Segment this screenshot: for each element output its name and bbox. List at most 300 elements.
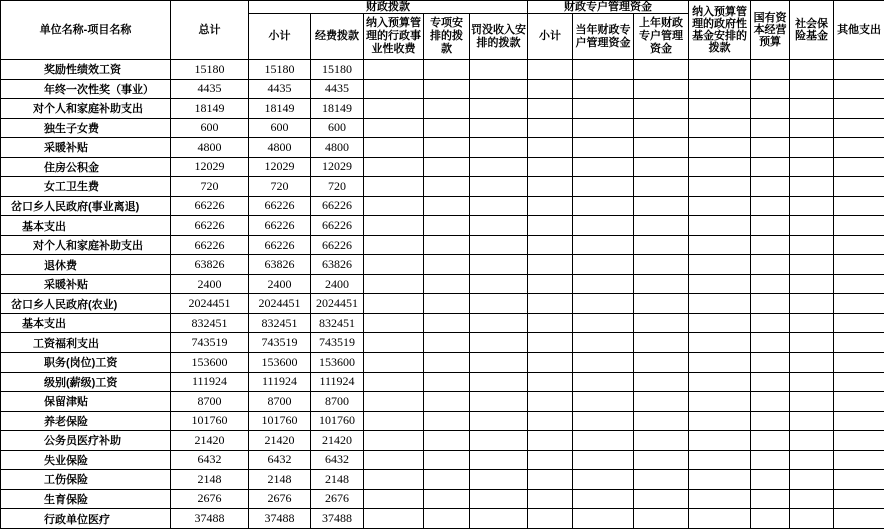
row-value: [470, 274, 528, 294]
row-value: [751, 255, 790, 275]
row-value: 153600: [171, 352, 249, 372]
row-value: 18149: [311, 99, 364, 119]
row-value: 2400: [171, 274, 249, 294]
table-row: [1, 255, 884, 275]
row-value: [689, 196, 751, 216]
row-value: [364, 255, 424, 275]
row-value: [470, 79, 528, 99]
row-value: [634, 177, 689, 197]
row-value: [834, 99, 884, 119]
row-value: [364, 118, 424, 138]
row-label: 保留津贴: [1, 392, 171, 412]
row-value: [470, 509, 528, 529]
row-value: 37488: [311, 509, 364, 529]
row-value: [790, 235, 834, 255]
row-value: [364, 157, 424, 177]
row-value: [424, 235, 470, 255]
row-value: [790, 274, 834, 294]
row-label: 年终一次性奖（事业）: [1, 79, 171, 99]
row-value: [364, 450, 424, 470]
row-value: [751, 177, 790, 197]
row-value: [689, 509, 751, 529]
row-value: 8700: [311, 392, 364, 412]
row-value: 720: [171, 177, 249, 197]
header-group-row: [1, 1, 884, 14]
row-value: [424, 79, 470, 99]
row-value: [364, 60, 424, 80]
row-value: [790, 431, 834, 451]
col-header-state-capital-budget: 国有资本经营预算: [751, 1, 790, 60]
table-row: [1, 489, 884, 509]
row-value: [528, 79, 573, 99]
row-value: [528, 392, 573, 412]
row-value: [573, 255, 634, 275]
row-value: [790, 99, 834, 119]
row-label: 基本支出: [1, 216, 171, 236]
row-value: [528, 509, 573, 529]
row-value: [424, 157, 470, 177]
row-value: 2148: [249, 470, 311, 490]
row-value: [634, 99, 689, 119]
row-value: [790, 411, 834, 431]
row-value: [834, 372, 884, 392]
row-value: [834, 157, 884, 177]
row-value: [834, 431, 884, 451]
row-value: 4800: [171, 138, 249, 158]
row-value: [528, 235, 573, 255]
table-row: [1, 313, 884, 333]
table-row: [1, 157, 884, 177]
row-value: [528, 372, 573, 392]
row-value: [573, 118, 634, 138]
row-value: [790, 333, 834, 353]
row-value: [573, 372, 634, 392]
row-value: [573, 157, 634, 177]
row-value: 153600: [249, 352, 311, 372]
row-value: [528, 118, 573, 138]
row-value: [790, 352, 834, 372]
row-value: [573, 333, 634, 353]
row-value: [689, 411, 751, 431]
row-value: [424, 313, 470, 333]
row-value: [790, 255, 834, 275]
row-value: [634, 255, 689, 275]
row-value: [573, 450, 634, 470]
row-value: [834, 294, 884, 314]
row-value: [424, 138, 470, 158]
row-value: [424, 255, 470, 275]
row-value: 21420: [171, 431, 249, 451]
row-value: [470, 216, 528, 236]
row-value: [751, 157, 790, 177]
row-value: [689, 294, 751, 314]
row-value: 66226: [311, 216, 364, 236]
row-value: [834, 255, 884, 275]
row-value: [364, 489, 424, 509]
row-value: [834, 60, 884, 80]
row-value: [689, 431, 751, 451]
row-value: [573, 489, 634, 509]
row-value: [528, 450, 573, 470]
row-value: 832451: [311, 313, 364, 333]
row-label: 独生子女费: [1, 118, 171, 138]
row-value: [528, 157, 573, 177]
row-label: 行政单位医疗: [1, 509, 171, 529]
row-value: [751, 60, 790, 80]
row-value: 743519: [311, 333, 364, 353]
row-value: [790, 196, 834, 216]
row-value: 66226: [171, 196, 249, 216]
row-value: [634, 352, 689, 372]
row-value: [689, 372, 751, 392]
row-value: [573, 235, 634, 255]
col-header-unit-project: 单位名称-项目名称: [1, 1, 171, 60]
row-value: [689, 255, 751, 275]
row-value: [634, 118, 689, 138]
row-value: [751, 431, 790, 451]
row-value: 37488: [249, 509, 311, 529]
table-body: [1, 60, 884, 529]
row-value: [364, 470, 424, 490]
table-row: [1, 509, 884, 529]
row-value: 153600: [311, 352, 364, 372]
row-value: [528, 138, 573, 158]
row-value: [424, 294, 470, 314]
row-value: 2400: [249, 274, 311, 294]
row-value: [751, 99, 790, 119]
row-value: [528, 255, 573, 275]
row-value: 66226: [249, 196, 311, 216]
row-value: [424, 509, 470, 529]
row-value: [470, 352, 528, 372]
row-value: [528, 99, 573, 119]
row-label: 对个人和家庭补助支出: [1, 99, 171, 119]
row-value: [364, 352, 424, 372]
row-value: [528, 60, 573, 80]
row-value: [424, 489, 470, 509]
row-value: [470, 118, 528, 138]
row-value: [790, 216, 834, 236]
row-value: [573, 411, 634, 431]
col-group-fiscal-appropriation: 财政拨款: [249, 1, 528, 14]
table-row: [1, 235, 884, 255]
row-value: 2148: [311, 470, 364, 490]
table-row: [1, 79, 884, 99]
row-value: [834, 313, 884, 333]
row-value: [364, 216, 424, 236]
row-value: [470, 392, 528, 412]
row-label: 养老保险: [1, 411, 171, 431]
row-label: 基本支出: [1, 313, 171, 333]
row-value: 21420: [311, 431, 364, 451]
row-value: [528, 333, 573, 353]
row-label: 生育保险: [1, 489, 171, 509]
row-value: [364, 274, 424, 294]
row-value: 63826: [249, 255, 311, 275]
row-value: 743519: [249, 333, 311, 353]
row-value: [790, 79, 834, 99]
row-label: 失业保险: [1, 450, 171, 470]
row-value: 2148: [171, 470, 249, 490]
row-value: [751, 392, 790, 412]
row-value: [834, 274, 884, 294]
row-value: [424, 216, 470, 236]
row-value: [364, 333, 424, 353]
row-value: [634, 138, 689, 158]
col-header-penalty-income: 罚没收入安排的拨款: [470, 14, 528, 60]
row-value: 8700: [171, 392, 249, 412]
row-value: [364, 196, 424, 216]
row-value: 6432: [249, 450, 311, 470]
row-value: [528, 216, 573, 236]
col-header-fiscal-subtotal: 小计: [249, 14, 311, 60]
row-value: [689, 470, 751, 490]
row-value: 720: [311, 177, 364, 197]
table-row: [1, 411, 884, 431]
row-value: [751, 450, 790, 470]
row-value: 111924: [171, 372, 249, 392]
row-value: [751, 118, 790, 138]
table-row: [1, 372, 884, 392]
row-value: 111924: [311, 372, 364, 392]
row-value: 66226: [249, 216, 311, 236]
col-header-sa-previous-year: 上年财政专户管理资金: [634, 14, 689, 60]
row-value: [689, 392, 751, 412]
row-value: [364, 138, 424, 158]
row-value: [834, 235, 884, 255]
row-value: [634, 274, 689, 294]
row-value: [834, 411, 884, 431]
row-label: 采暖补贴: [1, 274, 171, 294]
row-value: 66226: [249, 235, 311, 255]
col-header-other-expenditure: 其他支出: [834, 1, 884, 60]
row-value: [751, 235, 790, 255]
row-label: 岔口乡人民政府(事业离退): [1, 196, 171, 216]
row-value: [834, 450, 884, 470]
row-value: [834, 392, 884, 412]
row-value: [470, 60, 528, 80]
row-value: [528, 313, 573, 333]
row-value: [364, 177, 424, 197]
row-value: [689, 118, 751, 138]
row-value: [424, 196, 470, 216]
row-value: [470, 470, 528, 490]
row-value: [834, 79, 884, 99]
row-value: [573, 196, 634, 216]
row-label: 级别(薪级)工资: [1, 372, 171, 392]
table-row: [1, 450, 884, 470]
row-value: 743519: [171, 333, 249, 353]
row-value: [634, 196, 689, 216]
row-value: [689, 352, 751, 372]
row-value: [364, 411, 424, 431]
row-label: 住房公积金: [1, 157, 171, 177]
row-value: 2676: [249, 489, 311, 509]
col-group-special-account-funds: 财政专户管理资金: [528, 1, 689, 14]
row-value: 600: [249, 118, 311, 138]
row-value: 2676: [311, 489, 364, 509]
col-header-special-arrangement: 专项安排的拨款: [424, 14, 470, 60]
table-row: [1, 196, 884, 216]
table-row: [1, 294, 884, 314]
table-row: [1, 333, 884, 353]
row-value: [634, 509, 689, 529]
row-value: [790, 157, 834, 177]
row-value: [689, 60, 751, 80]
row-value: 12029: [249, 157, 311, 177]
row-value: [751, 489, 790, 509]
row-value: [689, 274, 751, 294]
row-value: 832451: [249, 313, 311, 333]
row-value: 2024451: [311, 294, 364, 314]
table-row: [1, 216, 884, 236]
row-value: [364, 392, 424, 412]
row-value: [751, 294, 790, 314]
row-value: [528, 470, 573, 490]
row-value: [364, 235, 424, 255]
row-value: [689, 99, 751, 119]
row-value: 66226: [311, 196, 364, 216]
row-value: [528, 177, 573, 197]
row-value: [790, 177, 834, 197]
row-value: [364, 79, 424, 99]
row-value: [790, 138, 834, 158]
row-value: 66226: [311, 235, 364, 255]
row-value: [634, 294, 689, 314]
row-value: [634, 313, 689, 333]
row-value: [751, 196, 790, 216]
row-label: 工伤保险: [1, 470, 171, 490]
table-row: [1, 352, 884, 372]
row-value: 600: [171, 118, 249, 138]
row-value: 37488: [171, 509, 249, 529]
row-value: 2024451: [171, 294, 249, 314]
row-value: [424, 118, 470, 138]
row-value: [751, 138, 790, 158]
row-value: 4800: [311, 138, 364, 158]
col-header-admin-fees: 纳入预算管理的行政事业性收费: [364, 14, 424, 60]
row-value: [790, 470, 834, 490]
row-value: [573, 99, 634, 119]
row-value: [751, 352, 790, 372]
row-value: [573, 431, 634, 451]
row-value: [634, 157, 689, 177]
table-row: [1, 470, 884, 490]
row-value: [834, 352, 884, 372]
table-header: [1, 1, 884, 60]
row-value: [424, 99, 470, 119]
row-value: [573, 177, 634, 197]
row-value: [573, 470, 634, 490]
row-value: [689, 138, 751, 158]
row-value: [790, 372, 834, 392]
row-value: [790, 450, 834, 470]
row-value: [790, 118, 834, 138]
row-value: 600: [311, 118, 364, 138]
row-value: [751, 313, 790, 333]
row-value: [790, 392, 834, 412]
row-value: [689, 333, 751, 353]
row-value: [528, 294, 573, 314]
row-value: [364, 509, 424, 529]
row-value: [470, 294, 528, 314]
row-value: [573, 216, 634, 236]
row-value: [689, 489, 751, 509]
row-value: [424, 177, 470, 197]
col-header-gov-fund-appropriation: 纳入预算管理的政府性基金安排的拨款: [689, 1, 751, 60]
row-value: [364, 313, 424, 333]
row-value: [790, 60, 834, 80]
row-value: [689, 157, 751, 177]
row-value: [790, 509, 834, 529]
row-value: [751, 79, 790, 99]
row-value: [424, 450, 470, 470]
table-row: [1, 118, 884, 138]
row-label: 岔口乡人民政府(农业): [1, 294, 171, 314]
row-value: [470, 450, 528, 470]
row-value: [573, 294, 634, 314]
row-value: [834, 177, 884, 197]
row-value: [573, 138, 634, 158]
row-value: [573, 509, 634, 529]
row-label: 采暖补贴: [1, 138, 171, 158]
row-value: [689, 450, 751, 470]
row-value: [470, 313, 528, 333]
table-row: [1, 392, 884, 412]
row-value: [634, 411, 689, 431]
row-value: 2676: [171, 489, 249, 509]
row-value: 4435: [171, 79, 249, 99]
table-row: [1, 138, 884, 158]
row-value: 15180: [171, 60, 249, 80]
row-value: [573, 352, 634, 372]
row-value: [470, 411, 528, 431]
table-row: [1, 177, 884, 197]
row-value: [573, 274, 634, 294]
row-value: [573, 60, 634, 80]
row-value: [634, 60, 689, 80]
row-value: [424, 372, 470, 392]
row-value: [751, 470, 790, 490]
row-value: 12029: [171, 157, 249, 177]
row-value: 18149: [171, 99, 249, 119]
row-value: [634, 431, 689, 451]
row-value: 12029: [311, 157, 364, 177]
row-value: 18149: [249, 99, 311, 119]
row-value: [528, 411, 573, 431]
row-value: [689, 216, 751, 236]
row-value: 101760: [311, 411, 364, 431]
row-value: 63826: [171, 255, 249, 275]
row-label: 退休费: [1, 255, 171, 275]
row-value: [470, 157, 528, 177]
row-label: 工资福利支出: [1, 333, 171, 353]
row-value: [470, 431, 528, 451]
row-label: 职务(岗位)工资: [1, 352, 171, 372]
row-value: [470, 99, 528, 119]
row-value: [689, 79, 751, 99]
row-label: 公务员医疗补助: [1, 431, 171, 451]
row-value: 6432: [311, 450, 364, 470]
row-value: [634, 216, 689, 236]
row-value: [834, 489, 884, 509]
row-value: [528, 431, 573, 451]
row-value: [424, 333, 470, 353]
row-value: [573, 79, 634, 99]
row-value: 2024451: [249, 294, 311, 314]
table-row: [1, 431, 884, 451]
row-value: [470, 177, 528, 197]
